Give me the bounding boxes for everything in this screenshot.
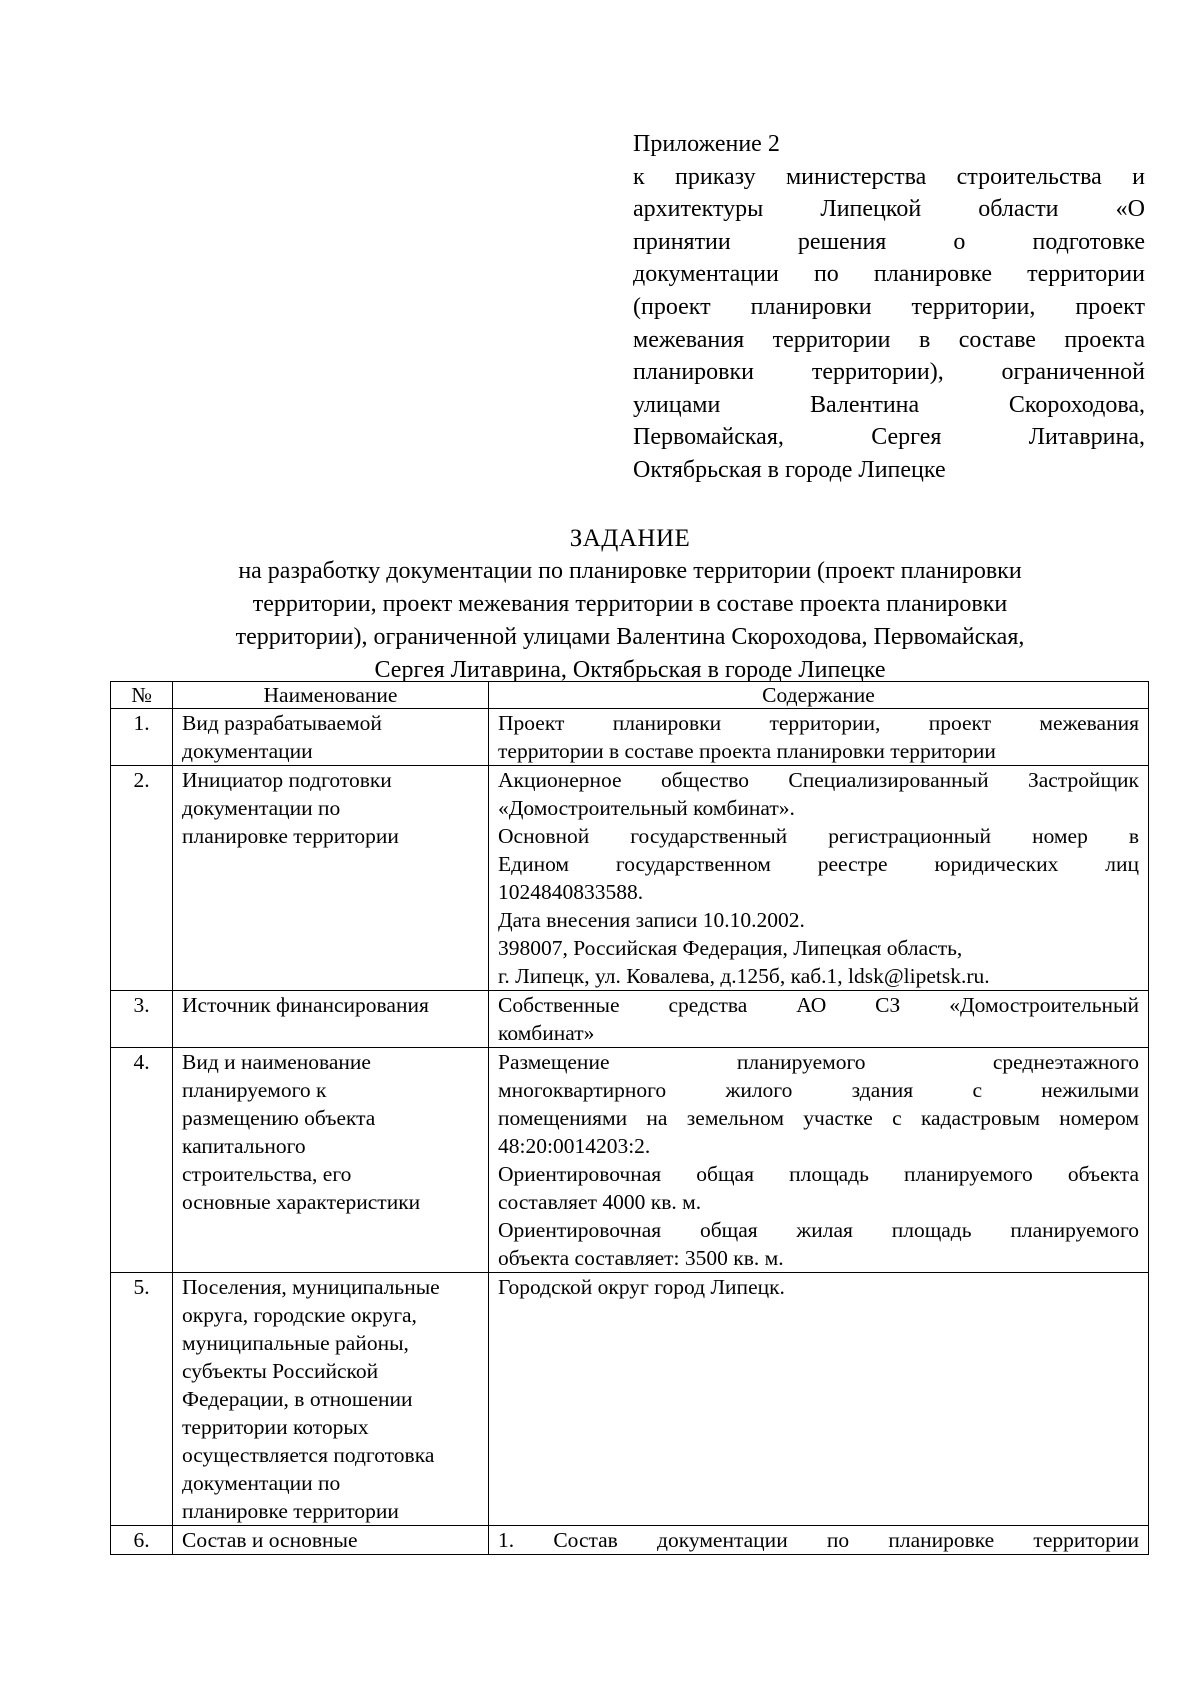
task-subtitle-line: территории), ограниченной улицами Валентина Скороходова, Первомайская, [235,624,1025,650]
table-row [111,1526,1149,1555]
task-subtitle-line: территории, проект межевания территории в составе проекта планировки [252,591,1008,617]
row-number: 4. [111,1048,173,1273]
row-name-line: планировке территории [182,824,399,848]
row-number: 5. [111,1273,173,1526]
row-content-line: Собственные средства АО СЗ «Домостроительный [498,993,1139,1017]
appendix-line: к приказу министерства строительства и [633,163,1145,190]
appendix-title: Приложение 2 [633,131,780,157]
row-name-line: Состав и основные [182,1528,358,1552]
header-number: № [111,682,173,709]
header-content: Содержание [489,682,1149,709]
row-name-line: основные характеристики [182,1190,421,1214]
row-content-line: Основной государственный регистрационный номер в [498,824,1139,848]
row-number: 1. [111,709,173,766]
task-subtitle-line: Сергея Литаврина, Октябрьская в городе Липецке [374,657,886,683]
table-row [111,1048,1149,1273]
task-table [110,681,1149,1555]
row-name-line: осуществляется подготовка [182,1443,435,1467]
row-number: 3. [111,991,173,1048]
row-name-line: Вид и наименование [182,1050,371,1074]
appendix-line: документации по планировке территории [633,261,1145,288]
row-content-line: 1. Состав документации по планировке территории [498,1528,1139,1552]
row-content-line: территории в составе проекта планировки территории [498,739,996,763]
row-name [173,1048,489,1273]
row-name-line: субъекты Российской [182,1359,379,1383]
row-name [173,1526,489,1555]
row-content-line: Размещение планируемого среднеэтажного [498,1050,1139,1074]
row-name-line: размещению объекта [182,1106,376,1130]
row-name [173,766,489,991]
appendix-block [633,128,1145,487]
appendix-line: Октябрьская в городе Липецке [633,456,946,483]
row-name-line: планировке территории [182,1499,399,1523]
table-row [111,709,1149,766]
row-content-line: 1024840833588. [498,880,644,904]
row-name-line: Инициатор подготовки [182,768,392,792]
appendix-line: улицами Валентина Скороходова, [633,391,1145,418]
row-content-line: г. Липецк, ул. Ковалева, д.125б, каб.1, ldsk@lipetsk.ru. [498,964,990,988]
row-content-line: многоквартирного жилого здания с нежилыми [498,1078,1139,1102]
appendix-line: архитектуры Липецкой области «О [633,196,1145,223]
row-content [489,1526,1149,1555]
header-name: Наименование [173,682,489,709]
row-content-line: Проект планировки территории, проект межевания [498,711,1139,735]
table-header-row [111,682,1149,709]
row-name-line: Вид разрабатываемой [182,711,382,735]
row-name-line: Федерации, в отношении [182,1387,413,1411]
row-name-line: территории которых [182,1415,369,1439]
row-name-line: муниципальные районы, [182,1331,409,1355]
appendix-line: Первомайская, Сергея Литаврина, [633,424,1145,451]
row-name-line: Поселения, муниципальные [182,1275,440,1299]
row-content-line: Акционерное общество Специализированный Застройщик [498,768,1139,792]
appendix-line: принятии решения о подготовке [633,228,1145,255]
row-content [489,709,1149,766]
row-content [489,1273,1149,1526]
task-subtitle-line: на разработку документации по планировке территории (проект планировки [238,558,1022,584]
table-row [111,766,1149,991]
appendix-line: (проект планировки территории, проект [633,293,1145,320]
row-content-line: помещениями на земельном участке с кадастровым номером [498,1106,1139,1130]
row-content [489,766,1149,991]
row-content-line: Дата внесения записи 10.10.2002. [498,908,805,932]
row-number: 2. [111,766,173,991]
row-content-line: Городской округ город Липецк. [498,1275,785,1299]
row-name [173,709,489,766]
row-content-line: комбинат» [498,1021,595,1045]
table-row [111,1273,1149,1526]
row-content-line: Ориентировочная общая жилая площадь планируемого [498,1218,1139,1242]
row-name-line: документации по [182,796,341,820]
row-content [489,1048,1149,1273]
row-number: 6. [111,1526,173,1555]
row-content-line: «Домостроительный комбинат». [498,796,795,820]
row-name-line: капитального [182,1134,306,1158]
task-heading [110,522,1150,687]
row-name-line: строительства, его [182,1162,352,1186]
row-content [489,991,1149,1048]
row-content-line: объекта составляет: 3500 кв. м. [498,1246,784,1270]
row-content-line: составляет 4000 кв. м. [498,1190,702,1214]
row-name-line: округа, городские округа, [182,1303,417,1327]
appendix-line: планировки территории), ограниченной [633,359,1145,386]
row-content-line: 398007, Российская Федерация, Липецкая область, [498,936,963,960]
row-name-line: документации [182,739,313,763]
row-name [173,1273,489,1526]
table-row [111,991,1149,1048]
row-name-line: документации по [182,1471,341,1495]
appendix-line: межевания территории в составе проекта [633,326,1145,353]
row-content-line: Едином государственном реестре юридических лиц [498,852,1139,876]
row-name-line: Источник финансирования [182,993,429,1017]
row-content-line: Ориентировочная общая площадь планируемого объекта [498,1162,1139,1186]
task-title: ЗАДАНИЕ [569,525,691,552]
row-name [173,991,489,1048]
row-name-line: планируемого к [182,1078,327,1102]
row-content-line: 48:20:0014203:2. [498,1134,651,1158]
